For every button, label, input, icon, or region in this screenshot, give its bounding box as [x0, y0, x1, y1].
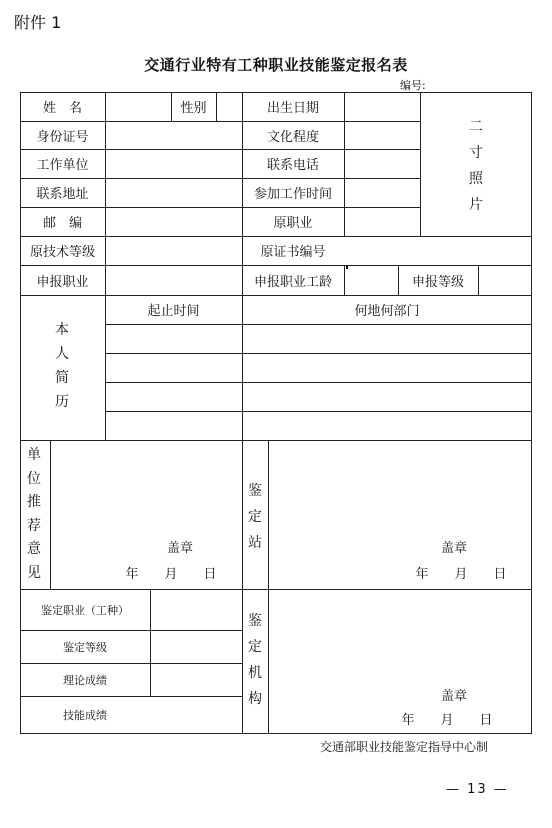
- station-label: 鉴 定 站: [248, 483, 262, 551]
- theory-score-label: 理论成绩: [63, 673, 107, 687]
- original-occupation-label: 原职业: [273, 216, 313, 231]
- agency-seal-label: 盖章: [440, 688, 467, 704]
- gender-label: 性别: [180, 101, 207, 116]
- education-label: 文化程度: [266, 129, 319, 145]
- original-cert-no-label: 原证书编号: [260, 245, 326, 260]
- page-number: — 13 —: [446, 782, 509, 797]
- skill-score-label: 技能成绩: [63, 708, 107, 722]
- where-dept-header: 何地何部门: [354, 304, 420, 319]
- form-title: 交通行业特有工种职业技能鉴定报名表: [144, 56, 408, 74]
- id-number-label: 身份证号: [36, 129, 89, 145]
- postcode-label: 邮 编: [42, 216, 82, 231]
- eval-level-label: 鉴定等级: [63, 640, 107, 654]
- applied-occupation-label: 申报职业: [36, 274, 89, 290]
- address-label: 联系地址: [36, 187, 89, 202]
- registration-form-table: [20, 92, 532, 734]
- phone-label: 联系电话: [266, 158, 319, 173]
- station-seal-label: 盖章: [440, 540, 467, 556]
- photo-placeholder: 二 寸 照 片: [469, 119, 483, 213]
- agency-date-label: 年 月 日: [401, 712, 493, 728]
- work-start-label: 参加工作时间: [253, 187, 332, 202]
- unit-date-label: 年 月 日: [125, 566, 217, 582]
- original-tech-level-label: 原技术等级: [29, 245, 95, 260]
- name-label: 姓 名: [42, 101, 82, 116]
- applied-level-label: 申报等级: [411, 274, 464, 290]
- employer-label: 工作单位: [36, 158, 89, 173]
- resume-label: 本 人 简 历: [55, 322, 69, 410]
- attachment-label: 附件 1: [14, 13, 62, 32]
- issuer-label: 交通部职业技能鉴定指导中心制: [320, 740, 489, 754]
- unit-recommend-label: 单 位 推 荐 意 见: [27, 447, 41, 581]
- applied-occupation-years-label: 申报职业工龄: [253, 274, 332, 290]
- serial-number-label: 编号:: [400, 79, 426, 92]
- ink-dot: [346, 266, 348, 269]
- eval-occupation-label: 鉴定职业（工种）: [41, 603, 129, 617]
- station-date-label: 年 月 日: [415, 566, 507, 582]
- unit-seal-label: 盖章: [166, 540, 193, 556]
- agency-label: 鉴 定 机 构: [248, 613, 262, 707]
- period-header: 起止时间: [147, 304, 200, 319]
- birth-date-label: 出生日期: [266, 101, 319, 116]
